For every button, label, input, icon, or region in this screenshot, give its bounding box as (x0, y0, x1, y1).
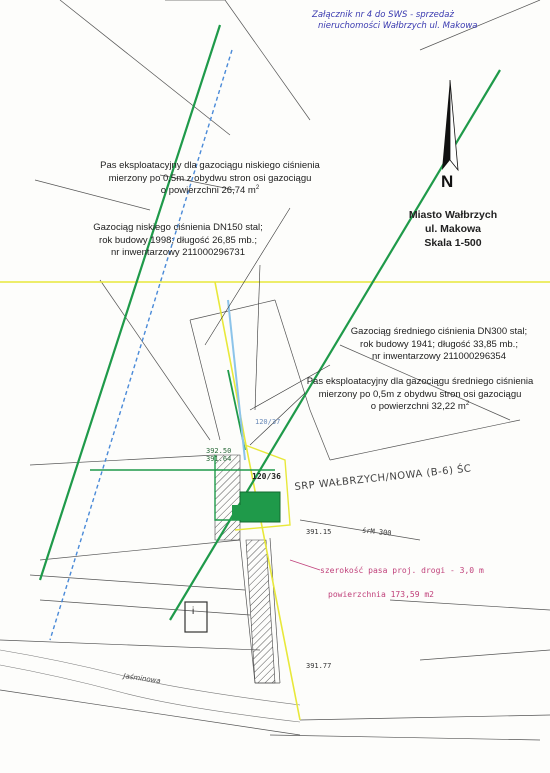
title-block (388, 208, 518, 250)
station-label: SRP WAŁBRZYCH/NOWA (B-6) ŚC (294, 463, 472, 493)
hatched-road-strip (246, 540, 275, 683)
blue-dashed-pipe (50, 50, 232, 640)
medium-pressure-strip-note (300, 376, 540, 414)
mps-line3 (300, 401, 540, 414)
elevation-label-2: 391.64 (206, 455, 232, 463)
mpp-line3: nr inwentarzowy 211000296354 (372, 351, 506, 362)
lps-line3-text: o powierzchni 26,74 m (160, 185, 256, 196)
title-city: Miasto Wałbrzych (408, 209, 498, 221)
medium-pressure-pipe-note (334, 326, 544, 364)
low-pressure-pipe-note (88, 222, 268, 260)
elevation-label-1: 392.50 (206, 447, 232, 455)
title-street: ul. Makowa (424, 223, 481, 235)
lpp-line3: nr inwentarzowy 211000296731 (111, 247, 245, 258)
pipe-code-label: śrM 300 (361, 526, 392, 538)
road-width-label: szerokość pasa proj. drogi - 3,0 m (320, 566, 484, 575)
mps-line1: Pas eksploatacyjny dla gazociągu średniego ciśnienia (306, 376, 534, 387)
mps-sup: 2 (465, 400, 470, 407)
elevation-label-3: 391.15 (306, 528, 332, 536)
lps-sup: 2 (255, 184, 260, 191)
mpp-line2: rok budowy 1941; długość 33,85 mb.; (360, 338, 518, 350)
lpp-line1: Gazociąg niskiego ciśnienia DN150 stal; (93, 222, 263, 233)
mps-line2: mierzony po 0,5m z obydwu stron osi gazociągu (318, 388, 522, 400)
pink-leader (290, 560, 320, 570)
lps-line1: Pas eksploatacyjny dla gazociągu niskiego ciśnienia (100, 160, 320, 171)
parcel-label-upper: 120/37 (255, 418, 281, 426)
header-note (312, 10, 542, 32)
north-arrow-icon (442, 80, 458, 170)
gas-station-annex (232, 505, 242, 520)
gas-pipes (40, 25, 500, 620)
header-note-line2: nieruchomości Wałbrzych ul. Makowa (318, 21, 478, 31)
area-label: powierzchnia 173,59 m2 (328, 590, 434, 599)
lps-line3 (95, 185, 325, 198)
building-outline (185, 602, 207, 632)
mps-line3-text: o powierzchni 32,22 m (370, 401, 466, 412)
low-pressure-strip-note (95, 160, 325, 198)
lps-line2: mierzony po 0,5m z obydwu stron osi gazociągu (108, 172, 312, 184)
road-name-label: Jaśminowa (122, 672, 162, 686)
gas-station-building (240, 492, 280, 522)
building-label: i (192, 606, 195, 617)
mpp-line1: Gazociąg średniego ciśnienia DN300 stal; (350, 326, 528, 337)
lpp-line2: rok budowy 1998; długość 26,85 mb.; (99, 234, 257, 246)
title-scale: Skala 1-500 (424, 237, 482, 249)
north-label: N (441, 172, 454, 191)
parcel-label-main: 120/36 (252, 472, 281, 481)
header-note-line1: Załącznik nr 4 do SWS - sprzedaż (312, 10, 454, 20)
elevation-label-4: 391.77 (306, 662, 332, 670)
hatched-strip-2 (215, 455, 240, 540)
